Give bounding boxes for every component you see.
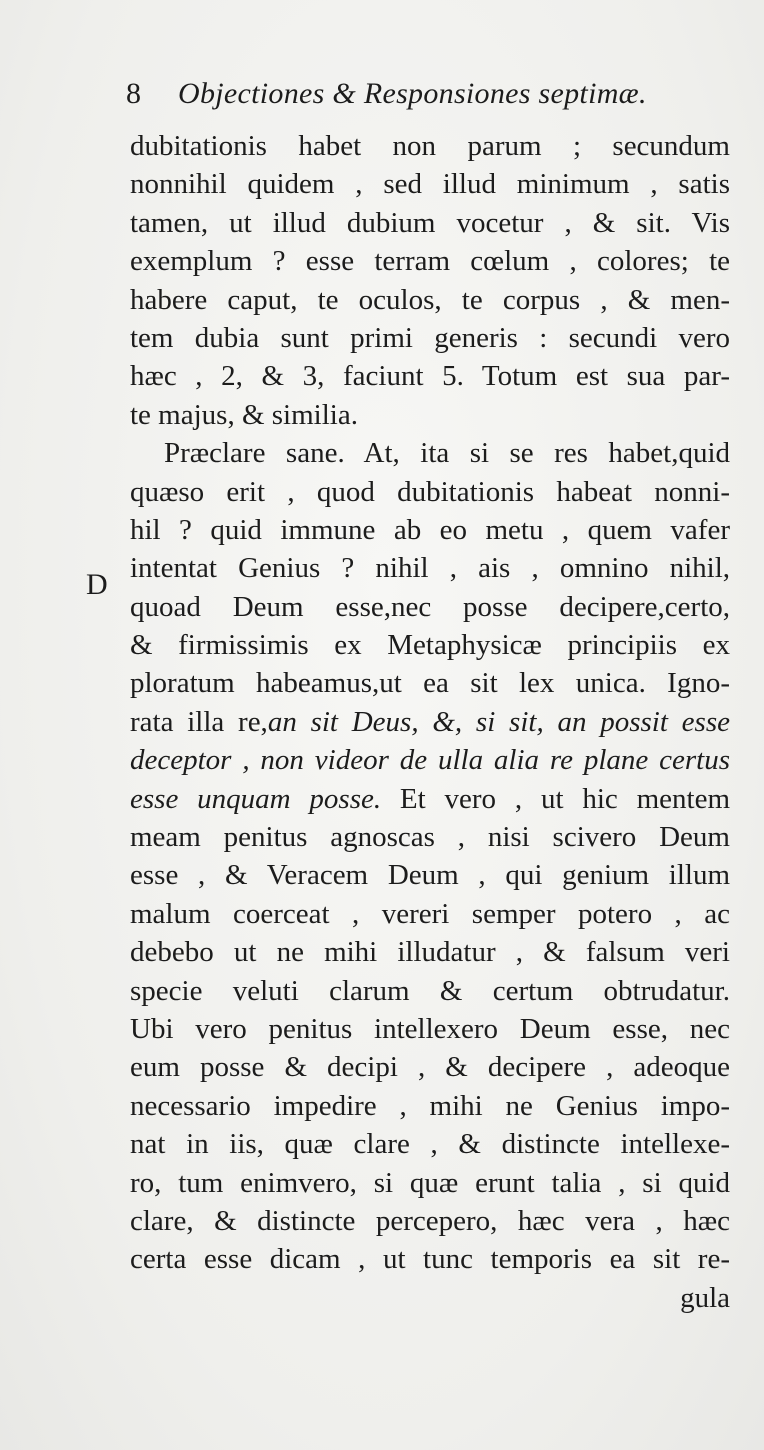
text-segment: eum posse & decipi , & decipere , adeoque [130,1051,730,1084]
text-segment: & firmissimis ex Metaphysicæ principiis ex [130,629,730,662]
text-line [130,664,730,702]
text-line [130,511,730,549]
running-title: Objectiones & Responsiones septimæ. [178,77,647,110]
text-line [130,127,730,165]
text-segment: dubitationis habet non parum ; secundum [130,130,730,162]
page-number: 8 [126,77,141,110]
margin-marker: D [86,568,108,601]
page-header [126,70,736,118]
text-segment: Ubi vero penitus intellexero Deum esse, nec [130,1012,730,1045]
text-segment: Et vero , ut hic mentem [381,782,731,815]
text-segment: exemplum ? esse terram cœlum , colores; te [130,245,730,278]
text-segment: te majus, & similia. [130,398,358,431]
text-line [130,1087,730,1125]
text-line [130,1125,730,1163]
text-segment: debebo ut ne mihi illudatur , & falsum veri [130,936,730,969]
text-line [130,396,730,434]
text-line [130,972,730,1010]
text-segment: tem dubia sunt primi generis : secundi vero [130,321,730,354]
text-segment: ro, tum enimvero, si quæ erunt talia , si quid [130,1166,730,1199]
text-segment: necessario impedire , mihi ne Genius impo- [130,1089,730,1122]
italic-text: deceptor , non videor de ulla alia re plane certus [130,744,730,777]
text-line [130,242,730,280]
text-segment: specie veluti clarum & certum obtrudatur. [130,974,730,1007]
text-line [130,741,730,779]
text-segment: nat in iis, quæ clare , & distincte intellexe- [130,1128,730,1161]
text-segment: hæc , 2, & 3, faciunt 5. Totum est sua par- [130,360,730,393]
text-segment: Præclare sane. At, ita si se res habet,quid [164,437,730,470]
text-line [130,703,730,741]
text-segment: quæso erit , quod dubitationis habeat nonni- [130,475,730,508]
text-segment: malum coerceat , vereri semper potero , ac [130,897,730,930]
text-line [130,1202,730,1240]
text-line [130,626,730,664]
text-segment: hil ? quid immune ab eo metu , quem vafer [130,513,730,546]
text-segment: intentat Genius ? nihil , ais , omnino nihil, [130,552,730,585]
text-line [130,1010,730,1048]
text-line [130,357,730,395]
text-segment: ploratum habeamus,ut ea sit lex unica. Igno- [130,667,730,700]
text-line [130,165,730,203]
text-line [130,319,730,357]
text-line [130,204,730,242]
text-line [130,1048,730,1086]
text-segment: quoad Deum esse,nec posse decipere,certo, [130,590,730,623]
text-segment: certa esse dicam , ut tunc temporis ea sit re- [130,1243,730,1276]
italic-text: an sit Deus, &, si sit, an possit esse [267,705,730,738]
text-segment: esse , & Veracem Deum , qui genium illum [130,859,730,892]
text-segment: nonnihil quidem , sed illud minimum , satis [130,168,730,201]
body-text [130,127,730,1317]
text-segment: tamen, ut illud dubium vocetur , & sit. Vis [130,206,730,239]
text-line [130,895,730,933]
text-line [130,281,730,319]
text-line [130,549,730,587]
text-line [130,1164,730,1202]
text-segment: rata illa re, [130,705,268,738]
text-line [130,473,730,511]
text-line [130,1240,730,1278]
text-line [130,588,730,626]
text-line [130,818,730,856]
text-segment: clare, & distincte percepero, hæc vera , hæc [130,1204,730,1237]
text-line [130,780,730,818]
catchword: gula [680,1281,730,1314]
text-segment: meam penitus agnoscas , nisi scivero Deum [130,821,730,854]
text-line [130,933,730,971]
text-line [130,856,730,894]
italic-text: esse unquam posse. [130,782,382,815]
text-segment: habere caput, te oculos, te corpus , & men- [130,283,730,316]
text-line [130,434,730,472]
